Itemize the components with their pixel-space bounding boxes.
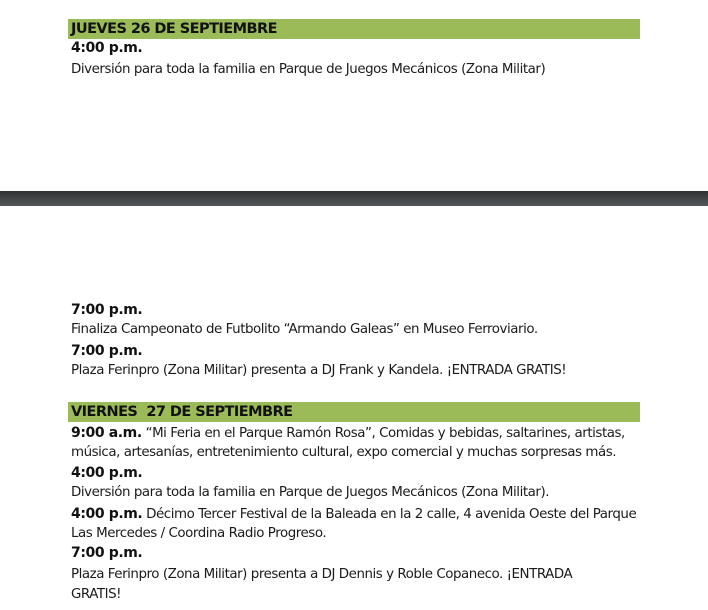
page-separator <box>0 191 708 206</box>
event-time: 4:00 p.m. <box>71 506 143 522</box>
event-time: 7:00 p.m. <box>71 545 143 561</box>
event-time: 7:00 p.m. <box>71 343 143 359</box>
event-entry <box>71 423 625 443</box>
event-time: 7:00 p.m. <box>71 302 143 318</box>
event-description: Finaliza Campeonato de Futbolito “Armando Galeas” en Museo Ferroviario. <box>71 322 538 337</box>
event-time: 9:00 a.m. <box>71 425 142 441</box>
event-time: 4:00 p.m. <box>71 40 143 56</box>
document-page-1 <box>0 0 708 191</box>
day-header-viernes: VIERNES 27 DE SEPTIEMBRE <box>68 402 640 422</box>
event-description: Diversión para toda la familia en Parque de Juegos Mecánicos (Zona Militar). <box>71 485 550 500</box>
event-description-continued: GRATIS! <box>71 587 122 602</box>
event-description: Plaza Ferinpro (Zona Militar) presenta a DJ Frank y Kandela. ¡ENTRADA GRATIS! <box>71 363 567 378</box>
event-time: 4:00 p.m. <box>71 465 143 481</box>
event-description: Plaza Ferinpro (Zona Militar) presenta a DJ Dennis y Roble Copaneco. ¡ENTRADA <box>71 567 573 582</box>
event-description: Décimo Tercer Festival de la Baleada en la 2 calle, 4 avenida Oeste del Parque <box>142 507 637 522</box>
event-entry <box>71 504 636 524</box>
event-description-continued: música, artesanías, entretenimiento cultural, expo comercial y muchas sorpresas más. <box>71 445 617 460</box>
event-description: Diversión para toda la familia en Parque de Juegos Mecánicos (Zona Militar) <box>71 62 546 77</box>
day-header-jueves: JUEVES 26 DE SEPTIEMBRE <box>68 19 640 39</box>
event-description: “Mi Feria en el Parque Ramón Rosa”, Comidas y bebidas, saltarines, artistas, <box>141 426 625 441</box>
event-description-continued: Las Mercedes / Coordina Radio Progreso. <box>71 526 327 541</box>
